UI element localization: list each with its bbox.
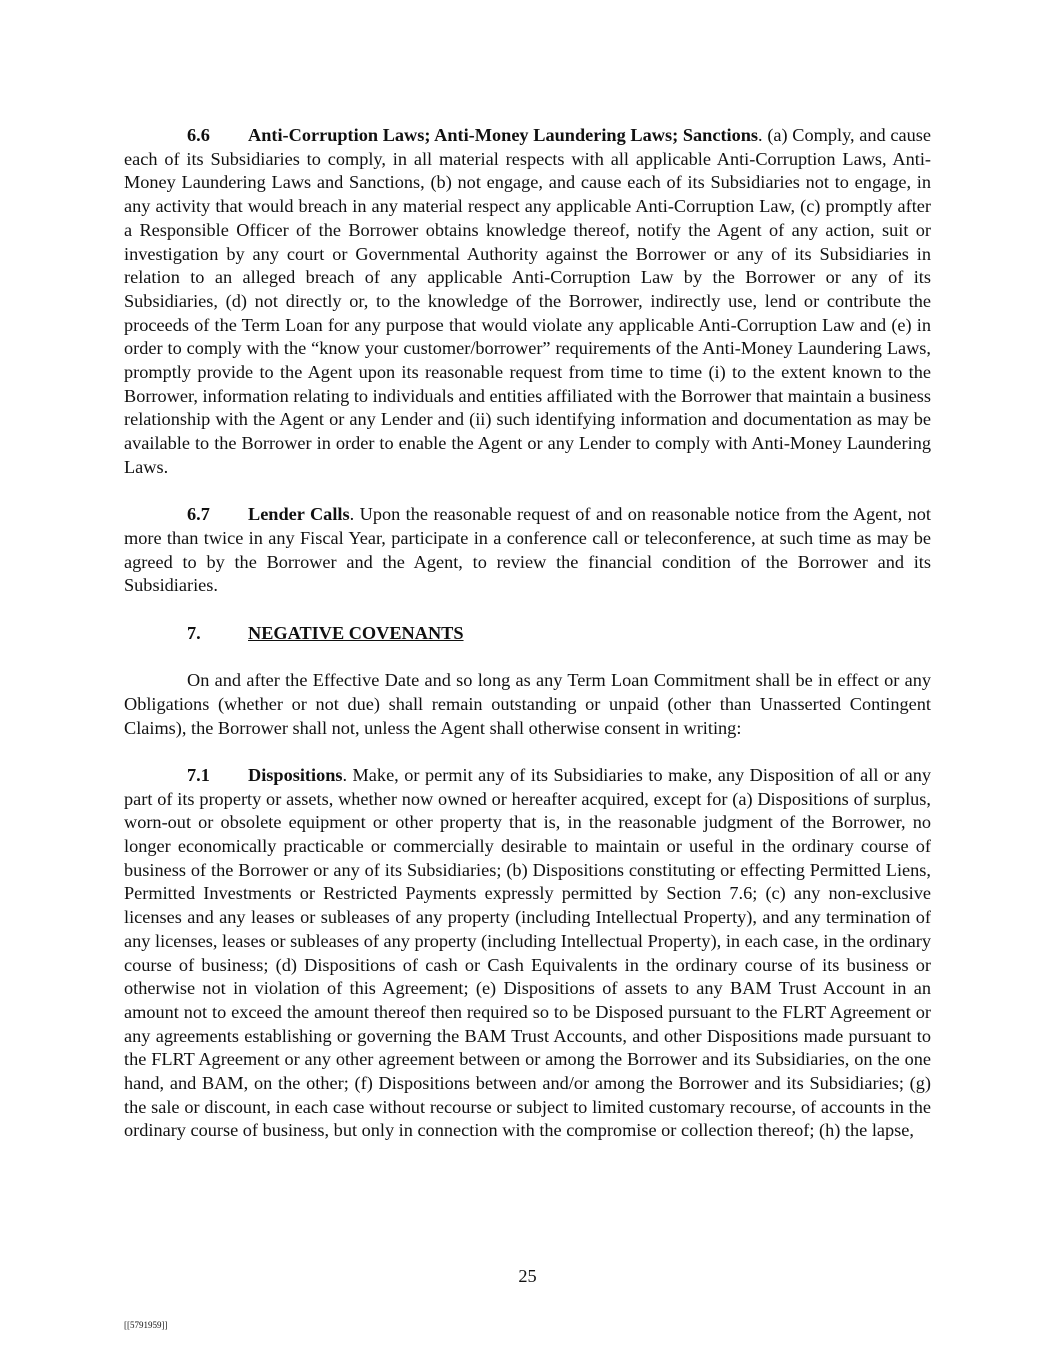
section-6-6	[124, 124, 931, 480]
section-7-heading	[124, 622, 931, 646]
document-body	[124, 124, 931, 1167]
section-title: Anti-Corruption Laws; Anti-Money Laundering Laws; Sanctions	[248, 125, 759, 145]
section-7-1	[124, 764, 931, 1143]
section-number: 6.7	[187, 504, 210, 525]
page-number: 25	[518, 1266, 537, 1286]
section-title: Lender Calls	[248, 504, 350, 525]
section-body: . Make, or permit any of its Subsidiaries to make, any Disposition of all or any part of its property or assets, whether now owned or hereafter acquired, except for (a) Dispositions of surplus, worn-out or obsolete equipment or other property that is, in the reasonable judgment of the Borrower, no longer economically practicable or commercially desirable to maintain or useful in the ordinary course of business of the Borrower or any of its Subsidiaries; (b) Dispositions constituting or effecting Permitted Liens, Permitted Investments or Restricted Payments expressly permitted by Section 7.6; (c) any non-exclusive licenses and any leases or subleases of any property (including Intellectual Property), and any termination of any licenses, leases or subleases of any property (including Intellectual Property), in each case, in the ordinary course of business; (d) Dispositions of cash or Cash Equivalents in the ordinary course of its business or otherwise not in violation of this Agreement; (e) Dispositions of assets to any BAM Trust Account in an amount not to exceed the amount thereof then required so to be Disposed pursuant to the FLRT Agreement or any agreements establishing or governing the BAM Trust Accounts, and other Dispositions made pursuant to the FLRT Agreement or any other agreement between or among the Borrower and its Subsidiaries, on the one hand, and BAM, on the other; (f) Dispositions between and/or among the Borrower and its Subsidiaries; (g) the sale or discount, in each case without recourse or subject to limited customary recourse, of accounts in the ordinary course of business, but only in connection with the compromise or collection thereof; (h) the lapse,	[124, 764, 931, 1141]
section-body: . Upon the reasonable request of and on reasonable notice from the Agent, not more than twice in any Fiscal Year, participate in a conference call or teleconference, at such time as may be agreed to by the Borrower and the Agent, to review the financial condition of the Borrower and its Subsidiaries.	[124, 504, 932, 596]
section-number: 7.	[187, 622, 201, 643]
section-number: 6.6	[187, 125, 210, 145]
section-title: Dispositions	[248, 764, 343, 785]
document-id: [[5791959]]	[124, 1320, 168, 1330]
section-7-intro: On and after the Effective Date and so long as any Term Loan Commitment shall be in effect or any Obligations (whether or not due) shall remain outstanding or unpaid (other than Unasserted Contingent Claims), the Borrower shall not, unless the Agent shall otherwise consent in writing:	[124, 670, 931, 738]
section-body: . (a) Comply, and cause each of its Subsidiaries to comply, in all material respects with all applicable Anti-Corruption Laws, Anti-Money Laundering Laws and Sanctions, (b) not engage, and cause each of its Subsidiaries not to engage, in any activity that would breach in any material respect any applicable Anti-Corruption Law, (c) promptly after a Responsible Officer of the Borrower obtains knowledge thereof, notify the Agent of any action, suit or investigation by any court or Governmental Authority against the Borrower or any of its Subsidiaries in relation to an alleged breach of any applicable Anti-Corruption Law by the Borrower or any of its Subsidiaries, (d) not directly or, to the knowledge of the Borrower, indirectly use, lend or contribute the proceeds of the Term Loan for any purpose that would violate any applicable Anti-Corruption Law and (e) in order to comply with the “know your customer/borrower” requirements of the Anti-Money Laundering Laws, promptly provide to the Agent upon its reasonable request from time to time (i) to the extent known to the Borrower, information relating to individuals and entities affiliated with the Borrower that maintain a business relationship with the Agent or any Lender and (ii) such identifying information and documentation as may be available to the Borrower in order to enable the Agent or any Lender to comply with Anti-Money Laundering Laws.	[124, 125, 931, 477]
section-number: 7.1	[187, 764, 210, 785]
section-6-7	[124, 503, 931, 598]
section-title: NEGATIVE COVENANTS	[248, 622, 464, 643]
